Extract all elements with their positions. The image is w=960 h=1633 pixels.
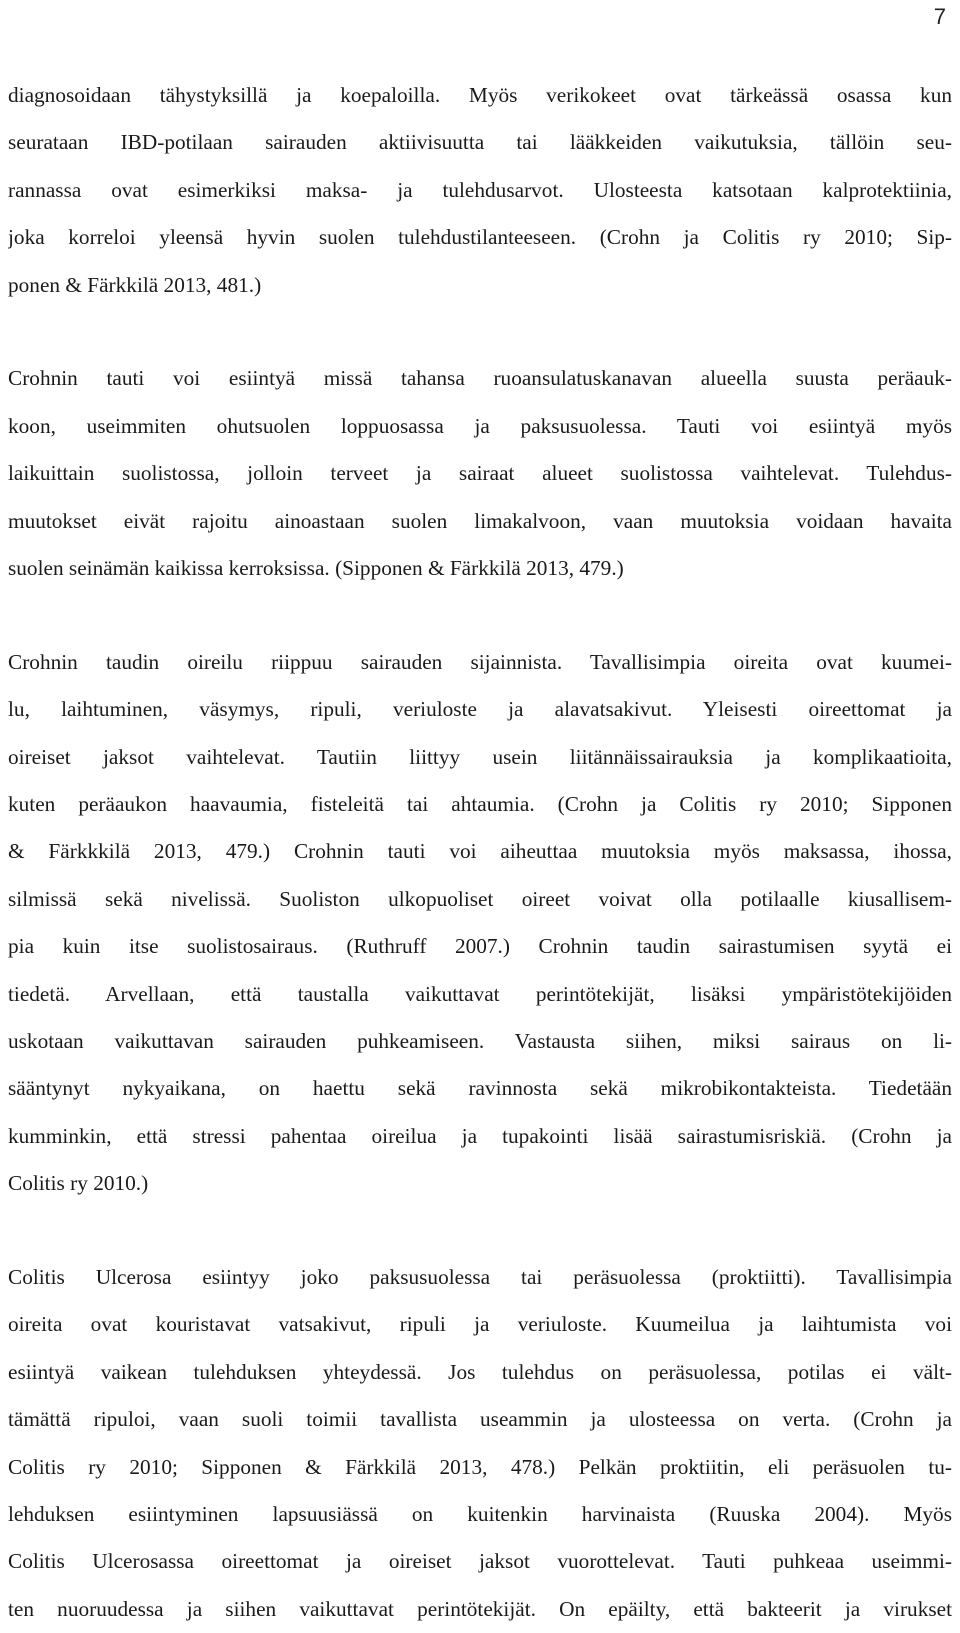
paragraph-crohn-location	[8, 355, 952, 592]
paragraph-gap	[8, 309, 952, 356]
text-line: pia kuin itse suolistosairaus. (Ruthruff 2007.) Crohnin taudin sairastumisen syytä ei	[8, 934, 952, 959]
text-line: Colitis ry 2010; Sipponen & Färkkilä 2013, 478.) Pelkän proktiitin, eli peräsuolen tu-	[8, 1454, 952, 1479]
page-number: 7	[933, 4, 946, 29]
text-line: laikuittain suolistossa, jolloin terveet ja sairaat alueet suolistossa vaihtelevat. Tulehdus-	[8, 461, 952, 486]
text-line: koon, useimmiten ohutsuolen loppuosassa ja paksusuolessa. Tauti voi esiintyä myös	[8, 413, 952, 438]
text-line: sääntynyt nykyaikana, on haettu sekä ravinnosta sekä mikrobikontakteista. Tiedetään	[8, 1076, 952, 1101]
text-line: muutokset eivät rajoitu ainoastaan suolen limakalvoon, vaan muutoksia voidaan havaita	[8, 508, 952, 533]
paragraph-colitis-ulcerosa	[8, 1254, 952, 1633]
text-line: tämättä ripuloi, vaan suoli toimii tavallista useammin ja ulosteessa on verta. (Crohn ja	[8, 1407, 952, 1432]
text-line: Colitis Ulcerosa esiintyy joko paksusuolessa tai peräsuolessa (proktiitti). Tavallisimpia	[8, 1265, 952, 1290]
paragraph-gap	[8, 1208, 952, 1255]
text-line: Crohnin tauti voi esiintyä missä tahansa ruoansulatuskanavan alueella suusta peräauk-	[8, 366, 952, 391]
text-line: oireita ovat kouristavat vatsakivut, ripuli ja veriuloste. Kuumeilua ja laihtumista voi	[8, 1312, 952, 1337]
text-line: kuten peräaukon haavaumia, fisteleitä tai ahtaumia. (Crohn ja Colitis ry 2010; Sipponen	[8, 792, 952, 817]
text-line: diagnosoidaan tähystyksillä ja koepaloilla. Myös verikokeet ovat tärkeässä osassa kun	[8, 83, 952, 107]
text-line: joka korreloi yleensä hyvin suolen tulehdustilanteeseen. (Crohn ja Colitis ry 2010; Sip-	[8, 225, 952, 250]
text-line: tiedetä. Arvellaan, että taustalla vaikuttavat perintötekijät, lisäksi ympäristötekijöiden	[8, 981, 952, 1006]
text-line: suolen seinämän kaikissa kerroksissa. (Sipponen & Färkkilä 2013, 479.)	[8, 556, 624, 581]
text-line: Colitis ry 2010.)	[8, 1171, 149, 1196]
text-line: Crohnin taudin oireilu riippuu sairauden sijainnista. Tavallisimpia oireita ovat kuumei-	[8, 649, 952, 674]
text-line: lehduksen esiintyminen lapsuusiässä on kuitenkin harvinaista (Ruuska 2004). Myös	[8, 1502, 952, 1527]
text-line: Colitis Ulcerosassa oireettomat ja oireiset jaksot vuorottelevat. Tauti puhkeaa useimmi-	[8, 1549, 952, 1574]
text-line: lu, laihtuminen, väsymys, ripuli, veriuloste ja alavatsakivut. Yleisesti oireettomat ja	[8, 697, 952, 722]
document-body	[8, 72, 952, 1633]
text-line: oireiset jaksot vaihtelevat. Tautiin liittyy usein liitännäissairauksia ja komplikaatioita,	[8, 744, 952, 769]
paragraph-crohn-symptoms	[8, 639, 952, 1208]
text-line: & Färkkkilä 2013, 479.) Crohnin tauti voi aiheuttaa muutoksia myös maksassa, ihossa,	[8, 839, 952, 864]
text-line: silmissä sekä nivelissä. Suoliston ulkopuoliset oireet voivat olla potilaalle kiusallisem-	[8, 886, 952, 911]
text-line: rannassa ovat esimerkiksi maksa- ja tulehdusarvot. Ulosteesta katsotaan kalprotektiinia,	[8, 177, 952, 202]
text-line: uskotaan vaikuttavan sairauden puhkeamiseen. Vastausta siihen, miksi sairaus on li-	[8, 1029, 952, 1054]
text-line: seurataan IBD-potilaan sairauden aktiivisuutta tai lääkkeiden vaikutuksia, tällöin seu-	[8, 130, 952, 155]
paragraph-gap	[8, 592, 952, 639]
text-line: ten nuoruudessa ja siihen vaikuttavat perintötekijät. On epäilty, että bakteerit ja virukset	[8, 1596, 952, 1621]
paragraph-diagnosis	[8, 72, 952, 309]
text-line: ponen & Färkkilä 2013, 481.)	[8, 272, 262, 297]
text-line: esiintyä vaikean tulehduksen yhteydessä. Jos tulehdus on peräsuolessa, potilas ei vält-	[8, 1359, 952, 1384]
text-line: kumminkin, että stressi pahentaa oireilua ja tupakointi lisää sairastumisriskiä. (Crohn ja	[8, 1123, 952, 1148]
